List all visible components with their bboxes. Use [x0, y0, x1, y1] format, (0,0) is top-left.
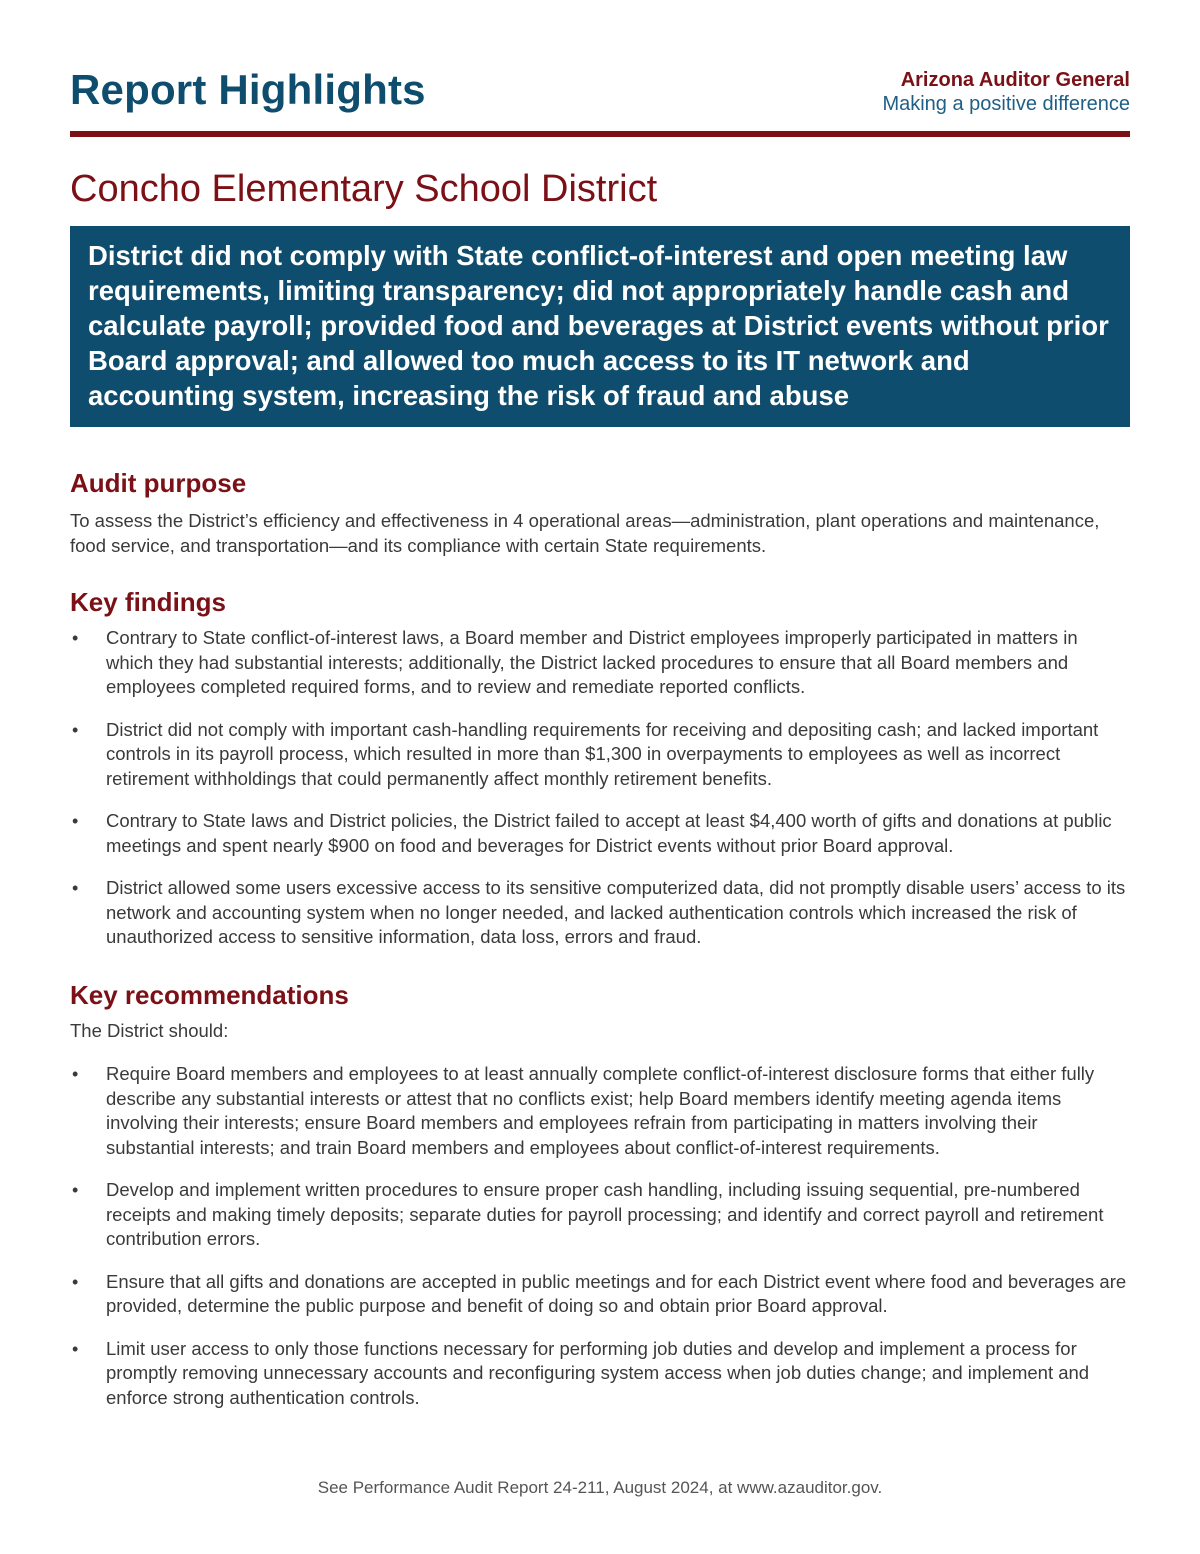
- org-name: Arizona Auditor General: [900, 69, 1130, 91]
- list-item: [70, 1270, 1130, 1319]
- org-block: [882, 68, 1130, 116]
- bullet-icon: •: [72, 1180, 79, 1200]
- org-tagline: Making a positive difference: [882, 93, 1130, 115]
- recommendation-text: Ensure that all gifts and donations are accepted in public meetings and for each District event where food and beverages are provided, determine the public purpose and benefit of doing so and obtain prior Board approval.: [106, 1270, 1127, 1316]
- recommendations-intro: The District should:: [70, 1020, 229, 1041]
- recommendation-text: Develop and implement written procedures to ensure proper cash handling, including issuing sequential, pre-numbered receipts and making timely deposits; separate duties for payroll processing; and identify and correct payroll and retirement contribution errors.: [106, 1179, 1104, 1249]
- footer-note: See Performance Audit Report 24-211, August 2024, at www.azauditor.gov.: [317, 1478, 883, 1497]
- recommendation-text: Require Board members and employees to at least annually complete conflict-of-interest disclosure forms that either fully describe any substantial interests or attest that no conflicts exist; help Board members identify meeting agenda items involving their interests; ensure Board members and employees refrain from participating in matters involving their substantial interests; and train Board members and employees about conflict-of-interest requirements.: [106, 1063, 1095, 1158]
- audit-purpose-text: To assess the District’s efficiency and effectiveness in 4 operational areas—administration, plant operations and maintenance, food service, and transportation—and its compliance with certain State requirements.: [70, 510, 1100, 556]
- key-recommendations-list: [70, 1062, 1130, 1428]
- bullet-icon: •: [72, 628, 79, 648]
- key-findings-list: [70, 626, 1130, 968]
- finding-text: District did not comply with important cash-handling requirements for receiving and depositing cash; and lacked important controls in its payroll process, which resulted in more than $1,300 in overpayments to employees as well as incorrect retirement withholdings that could permanently affect monthly retirement benefits.: [106, 718, 1099, 789]
- key-findings-heading: Key findings: [70, 587, 227, 617]
- bullet-icon: •: [72, 1064, 79, 1084]
- list-item: [70, 626, 1130, 700]
- list-item: [70, 1178, 1130, 1252]
- list-item: [70, 1062, 1130, 1160]
- bullet-icon: •: [72, 719, 79, 740]
- district-title: Concho Elementary School District: [70, 168, 658, 210]
- header-divider: [70, 131, 1130, 137]
- audit-purpose-heading: Audit purpose: [70, 468, 247, 498]
- list-item: [70, 876, 1130, 950]
- bullet-icon: •: [72, 878, 79, 898]
- list-item: [70, 809, 1130, 858]
- report-header: [70, 0, 1130, 132]
- key-recommendations-heading: Key recommendations: [70, 980, 349, 1010]
- recommendation-text: Limit user access to only those functions necessary for performing job duties and develop and implement a process for promptly removing unnecessary accounts and reconfiguring system access when job duties change; and implement and enforce strong authentication controls.: [106, 1337, 1090, 1408]
- bullet-icon: •: [72, 1271, 79, 1292]
- finding-text: District allowed some users excessive access to its sensitive computerized data, did not promptly disable users’ access to its network and accounting system when no longer needed, and lacked authentication controls which increased the risk of unauthorized access to sensitive information, data loss, errors and fraud.: [106, 877, 1126, 947]
- bullet-icon: •: [72, 811, 79, 831]
- list-item: [70, 718, 1130, 792]
- summary-banner: District did not comply with State conflict-of-interest and open meeting law requirements, limiting transparency; did not appropriately handle cash and calculate payroll; provided food and beverages at District events without prior Board approval; and allowed too much access to its IT network and accounting system, increasing the risk of fraud and abuse: [70, 226, 1130, 427]
- finding-text: Contrary to State conflict-of-interest laws, a Board member and District employees improperly participated in matters in which they had substantial interests; additionally, the District lacked procedures to ensure that all Board members and employees completed required forms, and to review and remediate reported conflicts.: [106, 627, 1078, 697]
- bullet-icon: •: [72, 1338, 79, 1359]
- finding-text: Contrary to State laws and District policies, the District failed to accept at least $4,400 worth of gifts and donations at public meetings and spent nearly $900 on food and beverages for District events without prior Board approval.: [106, 810, 1112, 856]
- report-page: [70, 0, 1130, 1408]
- report-title: Report Highlights: [70, 66, 426, 113]
- list-item: [70, 1337, 1130, 1411]
